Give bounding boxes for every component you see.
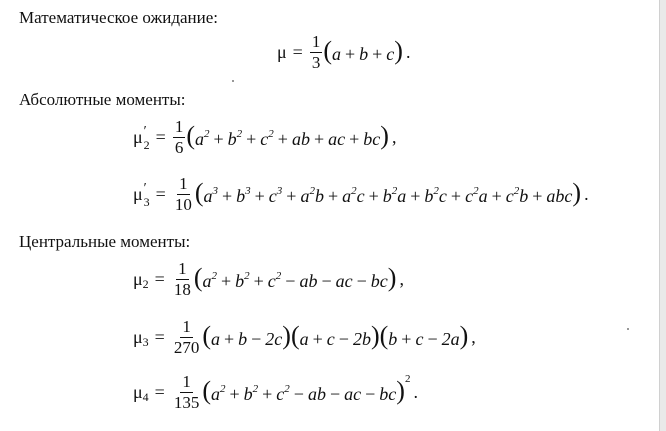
fraction-denominator: 135 [173, 392, 200, 412]
variable: ab [307, 384, 326, 405]
variable: a [300, 186, 310, 207]
operator: − [356, 271, 367, 292]
punctuation: . [584, 183, 589, 204]
fraction [310, 33, 323, 72]
exponent: 2 [391, 185, 398, 198]
exponent: 2 [275, 270, 282, 283]
operator: + [246, 129, 257, 150]
equals-sign: = [292, 41, 303, 62]
punctuation: . [413, 381, 418, 402]
formula-mu2-central [133, 260, 404, 299]
punctuation: , [391, 126, 397, 147]
variable: b [314, 186, 324, 207]
exponent: 2 [351, 185, 357, 198]
variable: b [238, 329, 248, 350]
variable: a [210, 329, 220, 350]
fraction-numerator: 1 [178, 259, 187, 278]
close-paren: ) [387, 263, 397, 293]
prime-mark: ′ [143, 180, 147, 196]
mu-symbol: μ [133, 268, 143, 289]
heading-central-moments: Центральные моменты: [19, 232, 191, 251]
variable: a [194, 129, 204, 150]
exponent: 2 [309, 185, 315, 198]
variable: c [260, 129, 269, 150]
operator: + [253, 271, 264, 292]
exponent: 2 [203, 128, 210, 141]
equals-sign: = [154, 381, 165, 402]
exponent: 2 [513, 185, 520, 198]
variable: b [382, 186, 392, 207]
heading-absolute-moments: Абсолютные моменты: [19, 90, 186, 109]
variable: b [424, 186, 434, 207]
expression [323, 36, 403, 66]
outer-exponent: 2 [404, 373, 411, 386]
operator: + [286, 186, 297, 207]
fraction-denominator: 18 [173, 279, 191, 299]
operator: + [229, 384, 240, 405]
subscript-prime [143, 123, 150, 152]
close-paren: ) [370, 321, 380, 351]
exponent: 3 [276, 185, 283, 198]
operator: + [344, 44, 356, 65]
open-paren: ( [290, 321, 300, 351]
expression [194, 178, 582, 208]
mu-symbol: μ [133, 381, 143, 402]
variable: a [210, 384, 220, 405]
expression [202, 321, 469, 351]
fraction-numerator: 1 [182, 317, 191, 336]
variable: b [519, 186, 529, 207]
fraction-denominator: 10 [174, 194, 192, 214]
variable: ab [291, 129, 310, 150]
formula-mu4-central [133, 373, 418, 412]
operator: + [532, 186, 543, 207]
subscript-prime [143, 180, 150, 209]
operator: − [365, 384, 376, 405]
variable: abc [546, 186, 573, 207]
variable: ac [328, 129, 346, 150]
variable: c [438, 186, 447, 207]
exponent: 2 [252, 383, 259, 396]
variable: c [356, 186, 365, 207]
subscript: 2 [142, 276, 149, 291]
speck [627, 328, 629, 330]
variable: a [299, 329, 309, 350]
variable: a [203, 186, 213, 207]
operator: + [410, 186, 421, 207]
close-paren: ) [572, 178, 582, 208]
fraction-denominator: 3 [311, 52, 321, 72]
operator: + [221, 186, 233, 207]
close-paren: ) [396, 376, 405, 406]
variable: 2b [352, 329, 371, 350]
variable: ac [344, 384, 362, 405]
variable: c [386, 44, 395, 65]
subscript: 2 [143, 137, 150, 152]
variable: a [331, 44, 341, 65]
fraction-denominator: 6 [174, 137, 184, 157]
variable: c [268, 186, 277, 207]
operator: + [262, 384, 273, 405]
open-paren: ( [186, 121, 195, 151]
operator: − [251, 329, 262, 350]
mu-symbol: μ [133, 183, 143, 204]
fraction-numerator: 1 [311, 32, 321, 51]
operator: + [213, 129, 224, 150]
subscript: 3 [142, 334, 149, 349]
operator: + [312, 329, 323, 350]
operator: + [220, 271, 232, 292]
operator: + [277, 129, 288, 150]
equals-sign: = [154, 268, 165, 289]
open-paren: ( [379, 321, 389, 351]
fraction [172, 318, 202, 357]
variable: b [235, 271, 245, 292]
exponent: 2 [211, 270, 217, 283]
variable: b [243, 384, 253, 405]
exponent: 2 [219, 383, 226, 396]
subscript: 3 [143, 194, 150, 209]
fraction [172, 260, 193, 299]
variable: ac [335, 271, 353, 292]
formula-mu3-absolute [133, 175, 589, 214]
variable: a [202, 271, 212, 292]
variable: b [359, 44, 369, 65]
fraction-numerator: 1 [174, 117, 184, 136]
formula-mu2-absolute [133, 118, 396, 157]
operator: + [223, 329, 235, 350]
open-paren: ( [323, 36, 332, 66]
open-paren: ( [193, 263, 203, 293]
operator: + [491, 186, 502, 207]
exponent: 2 [473, 185, 479, 198]
variable: c [505, 186, 514, 207]
operator: + [450, 186, 462, 207]
fraction [173, 118, 186, 157]
exponent: 3 [212, 185, 218, 198]
variable: a [397, 186, 407, 207]
operator: − [293, 384, 304, 405]
operator: − [285, 271, 296, 292]
operator: − [338, 329, 349, 350]
open-paren: ( [202, 321, 211, 351]
expression [193, 263, 397, 293]
variable: b [236, 186, 246, 207]
page-edge [659, 0, 666, 431]
prime-mark: ′ [143, 123, 147, 139]
close-paren: ) [282, 321, 291, 351]
fraction-numerator: 1 [182, 372, 191, 391]
operator: + [254, 186, 265, 207]
variable: c [415, 329, 424, 350]
exponent: 2 [268, 128, 274, 141]
operator: − [329, 384, 341, 405]
operator: + [327, 186, 339, 207]
variable: b [227, 129, 237, 150]
punctuation: . [405, 41, 411, 62]
variable: c [267, 271, 276, 292]
close-paren: ) [394, 36, 403, 66]
equals-sign: = [155, 183, 166, 204]
mu-symbol: μ [277, 41, 287, 62]
speck [232, 80, 234, 82]
variable: bc [370, 271, 388, 292]
variable: 2a [441, 329, 460, 350]
operator: + [349, 129, 360, 150]
variable: a [478, 186, 488, 207]
close-paren: ) [380, 121, 389, 151]
variable: bc [379, 384, 397, 405]
mu-symbol: μ [133, 326, 143, 347]
variable: b [388, 329, 398, 350]
fraction [173, 175, 194, 214]
mu-symbol: μ [133, 126, 143, 147]
operator: + [401, 329, 412, 350]
punctuation: , [471, 326, 476, 347]
operator: + [313, 129, 325, 150]
variable: c [326, 329, 335, 350]
fraction-numerator: 1 [179, 174, 188, 193]
variable: c [276, 384, 285, 405]
exponent: 2 [244, 270, 250, 283]
open-paren: ( [194, 178, 204, 208]
variable: bc [363, 129, 381, 150]
equals-sign: = [155, 126, 166, 147]
variable: 2c [265, 329, 283, 350]
exponent: 2 [236, 128, 243, 141]
fraction [172, 373, 202, 412]
operator: + [368, 186, 379, 207]
expression [202, 376, 405, 406]
variable: a [342, 186, 352, 207]
expression [186, 121, 389, 151]
exponent: 2 [433, 185, 439, 198]
exponent: 2 [284, 383, 290, 396]
variable: c [465, 186, 474, 207]
fraction-denominator: 270 [173, 337, 200, 357]
operator: − [427, 329, 438, 350]
variable: ab [299, 271, 318, 292]
operator: + [372, 44, 383, 65]
subscript: 4 [142, 389, 149, 404]
operator: − [321, 271, 332, 292]
open-paren: ( [202, 376, 211, 406]
heading-expectation: Математическое ожидание: [19, 8, 219, 27]
exponent: 3 [245, 185, 251, 198]
formula-mean [277, 33, 410, 72]
close-paren: ) [459, 321, 469, 351]
punctuation: , [399, 268, 404, 289]
equals-sign: = [154, 326, 165, 347]
formula-mu3-central [133, 318, 476, 357]
